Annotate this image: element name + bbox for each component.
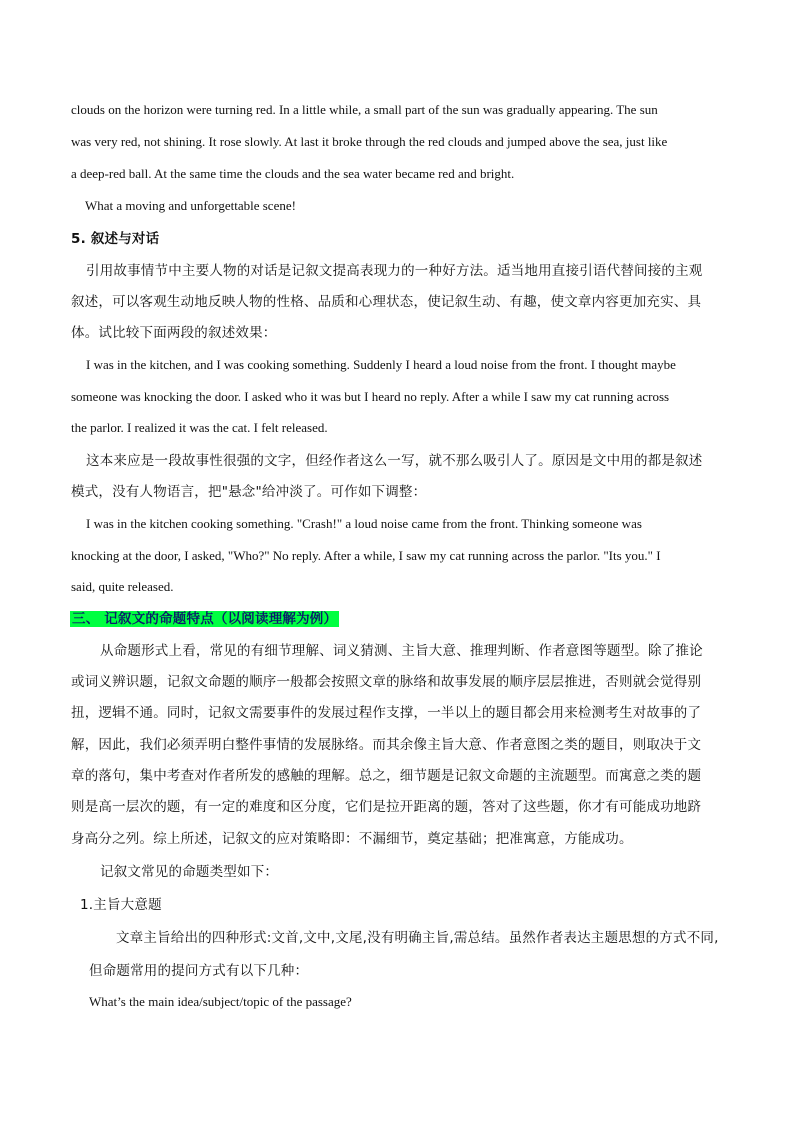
paragraph-line: clouds on the horizon were turning red. In a little while, a small part of the sun was gradually appearing. The sun (71, 102, 658, 117)
subsection-heading: 1.主旨大意题 (80, 897, 162, 913)
paragraph-line: 扭，逻辑不通。同时，记叙文需要事件的发展过程作支撑，一半以上的题目都会用来检测考生对故事的了 (71, 705, 702, 721)
paragraph-line: 解，因此，我们必须弄明白整件事情的发展脉络。而其余像主旨大意、作者意图之类的题目，则取决于文 (71, 737, 702, 753)
paragraph-line: 引用故事情节中主要人物的对话是记叙文提高表现力的一种好方法。适当地用直接引语代替间接的主观 (86, 263, 703, 279)
paragraph-line: 这本来应是一段故事性很强的文字，但经作者这么一写，就不那么吸引人了。原因是文中用的都是叙述 (86, 453, 703, 469)
question-line: What’s the main idea/subject/topic of the passage? (89, 994, 352, 1009)
example-line: knocking at the door, I asked, "Who?" No reply. After a while, I saw my cat running across the parlor. "Its you." I (71, 548, 661, 563)
highlighted-heading: 三、 记叙文的命题特点（以阅读理解为例） (72, 611, 338, 627)
paragraph-line: 从命题形式上看，常见的有细节理解、词义猜测、主旨大意、推理判断、作者意图等题型。除了推论 (100, 643, 703, 659)
paragraph-line: What a moving and unforgettable scene! (85, 198, 296, 213)
paragraph-line: a deep-red ball. At the same time the clouds and the sea water became red and bright. (71, 166, 515, 181)
paragraph-line: 体。试比较下面两段的叙述效果： (71, 325, 277, 341)
paragraph-line: was very red, not shining. It rose slowly. At last it broke through the red clouds and jumped above the sea, just like (71, 134, 668, 149)
paragraph-line: 章的落句，集中考查对作者所发的感触的理解。总之，细节题是记叙文命题的主流题型。而寓意之类的题 (71, 768, 702, 784)
paragraph-line: 则是高一层次的题，有一定的难度和区分度，它们是拉开距离的题，答对了这些题，你才有可能成功地跻 (71, 799, 702, 815)
paragraph-line: 但命题常用的提问方式有以下几种： (89, 963, 309, 979)
example-line: I was in the kitchen, and I was cooking something. Suddenly I heard a loud noise from the front. I thought maybe (86, 357, 676, 372)
example-line: the parlor. I realized it was the cat. I felt released. (71, 420, 328, 435)
paragraph-line: 或词义辨识题，记叙文命题的顺序一般都会按照文章的脉络和故事发展的顺序层层推进，否则就会觉得别 (71, 674, 702, 690)
example-line: said, quite released. (71, 579, 174, 594)
example-line: I was in the kitchen cooking something. "Crash!" a loud noise came from the front. Thinking someone was (86, 516, 642, 531)
section-heading (70, 609, 339, 629)
example-line: someone was knocking the door. I asked who it was but I heard no reply. After a while I saw my cat running across (71, 389, 670, 404)
paragraph-line: 叙述，可以客观生动地反映人物的性格、品质和心理状态，使记叙生动、有趣，使文章内容更加充实、具 (71, 294, 702, 310)
paragraph-line: 模式，没有人物语言，把"悬念"给冲淡了。可作如下调整： (71, 484, 427, 500)
section-heading: 5. 叙述与对话 (71, 231, 160, 247)
paragraph-line: 记叙文常见的命题类型如下： (100, 864, 279, 880)
paragraph-line: 身高分之列。综上所述，记叙文的应对策略即：不漏细节，奠定基础；把准寓意，方能成功。 (71, 831, 633, 847)
paragraph-line: 文章主旨给出的四种形式:文首,文中,文尾,没有明确主旨,需总结。虽然作者表达主题思想的方式不同, (116, 930, 719, 946)
